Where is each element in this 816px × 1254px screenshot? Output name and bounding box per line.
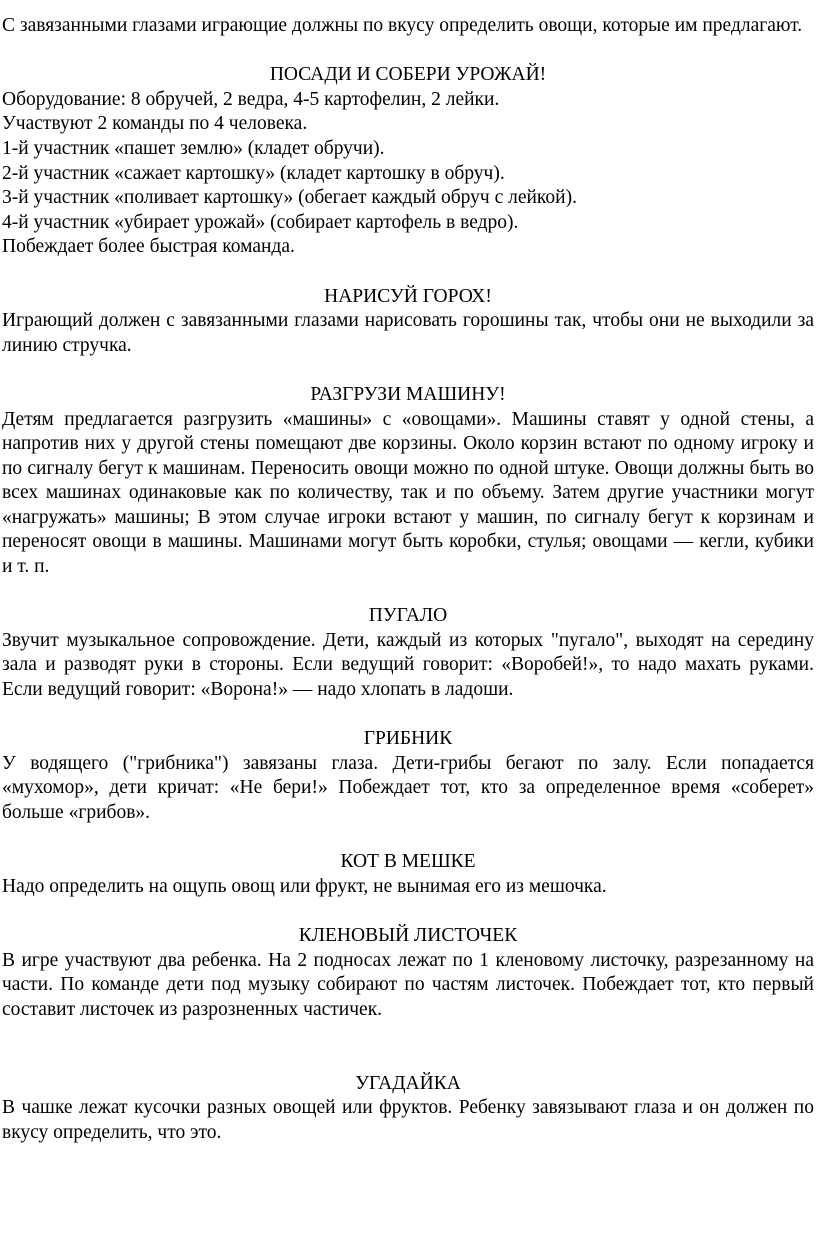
section-text: В чашке лежат кусочки разных овощей или фруктов. Ребенку завязывают глаза и он должен по вкусу определить, что это.: [2, 1097, 814, 1143]
section-narisuy-goroh: [2, 285, 814, 359]
section-razgruzi-mashinu: [2, 383, 814, 580]
section-pugalo: [2, 604, 814, 702]
section-title: ПУГАЛО: [368, 605, 448, 627]
spacer: [2, 39, 814, 64]
spacer: [2, 260, 814, 285]
section-text: Звучит музыкальное сопровождение. Дети, каждый из которых "пугало", выходят на середину зала и разводят руки в стороны. Если ведущий говорит: «Воробей!», то надо махать руками. Если ведущий говорит: «Ворона!» — надо хлопать в ладоши.: [2, 629, 814, 701]
section-title: ГРИБНИК: [363, 728, 453, 750]
section-line: 1-й участник «пашет землю» (кладет обручи).: [2, 137, 385, 159]
section-title: РАЗГРУЗИ МАШИНУ!: [310, 383, 506, 405]
section-text: В игре участвуют два ребенка. На 2 подносах лежат по 1 кленовому листочку, разрезанному на части. По команде дети под музыку собирают по частям листочек. Побеждает тот, кто первый составит листочек из разрозненных частичек.: [2, 949, 814, 1020]
section-title: НАРИСУЙ ГОРОХ!: [324, 285, 492, 307]
section-line: Оборудование: 8 обручей, 2 ведра, 4-5 картофелин, 2 лейки.: [2, 88, 500, 110]
section-title: КЛЕНОВЫЙ ЛИСТОЧЕК: [298, 924, 518, 946]
section-posadi: [2, 63, 814, 260]
section-line: Участвуют 2 команды по 4 человека.: [2, 113, 308, 135]
section-title: ПОСАДИ И СОБЕРИ УРОЖАЙ!: [269, 64, 547, 86]
section-gribnik: [2, 727, 814, 825]
spacer: [2, 1022, 814, 1071]
section-line: 2-й участник «сажает картошку» (кладет картошку в обруч).: [2, 162, 505, 184]
section-title: УГАДАЙКА: [355, 1072, 461, 1094]
spacer: [2, 703, 814, 728]
section-line: 4-й участник «убирает урожай» (собирает картофель в ведро).: [2, 211, 519, 233]
spacer: [2, 826, 814, 851]
spacer: [2, 358, 814, 383]
section-line: 3-й участник «поливает картошку» (обегает каждый обруч с лейкой).: [2, 187, 577, 209]
section-line: Побеждает более быстрая команда.: [2, 236, 295, 258]
section-text: Детям предлагается разгрузить «машины» с «овощами». Машины ставят у одной стены, а напротив них у другой стены помещают две корзины. Около корзин встают по одному игроку и по сигналу бегут к машинам. Переносить овощи можно по одной штуке. Овощи должны быть во всех машинах одинаковые как по количеству, так и по объему. Затем другие участники могут «нагружать» машины; В этом случае игроки встают у машин, по сигналу бегут к корзинам и переносят овощи в машины. Машинами могут быть коробки, стулья; овощами — кегли, кубики и т. п.: [2, 408, 814, 578]
spacer: [2, 899, 814, 924]
section-text: У водящего ("грибника") завязаны глаза. Дети-грибы бегают по залу. Если попадается «мухомор», дети кричат: «Не бери!» Побеждает тот, кто за определенное время «соберет» больше «грибов».: [2, 752, 814, 823]
section-title: КОТ В МЕШКЕ: [340, 851, 476, 873]
spacer: [2, 580, 814, 605]
section-text: Играющий должен с завязанными глазами нарисовать горошины так, чтобы они не выходили за линию стручка.: [2, 310, 814, 356]
intro-paragraph: С завязанными глазами играющие должны по вкусу определить овощи, которые им предлагают.: [2, 15, 803, 36]
section-klenovyy-listochek: [2, 924, 814, 1022]
section-text: Надо определить на ощупь овощ или фрукт, не вынимая его из мешочка.: [2, 875, 607, 897]
section-ugadayka: [2, 1072, 814, 1146]
section-kot-v-meshke: [2, 850, 814, 899]
